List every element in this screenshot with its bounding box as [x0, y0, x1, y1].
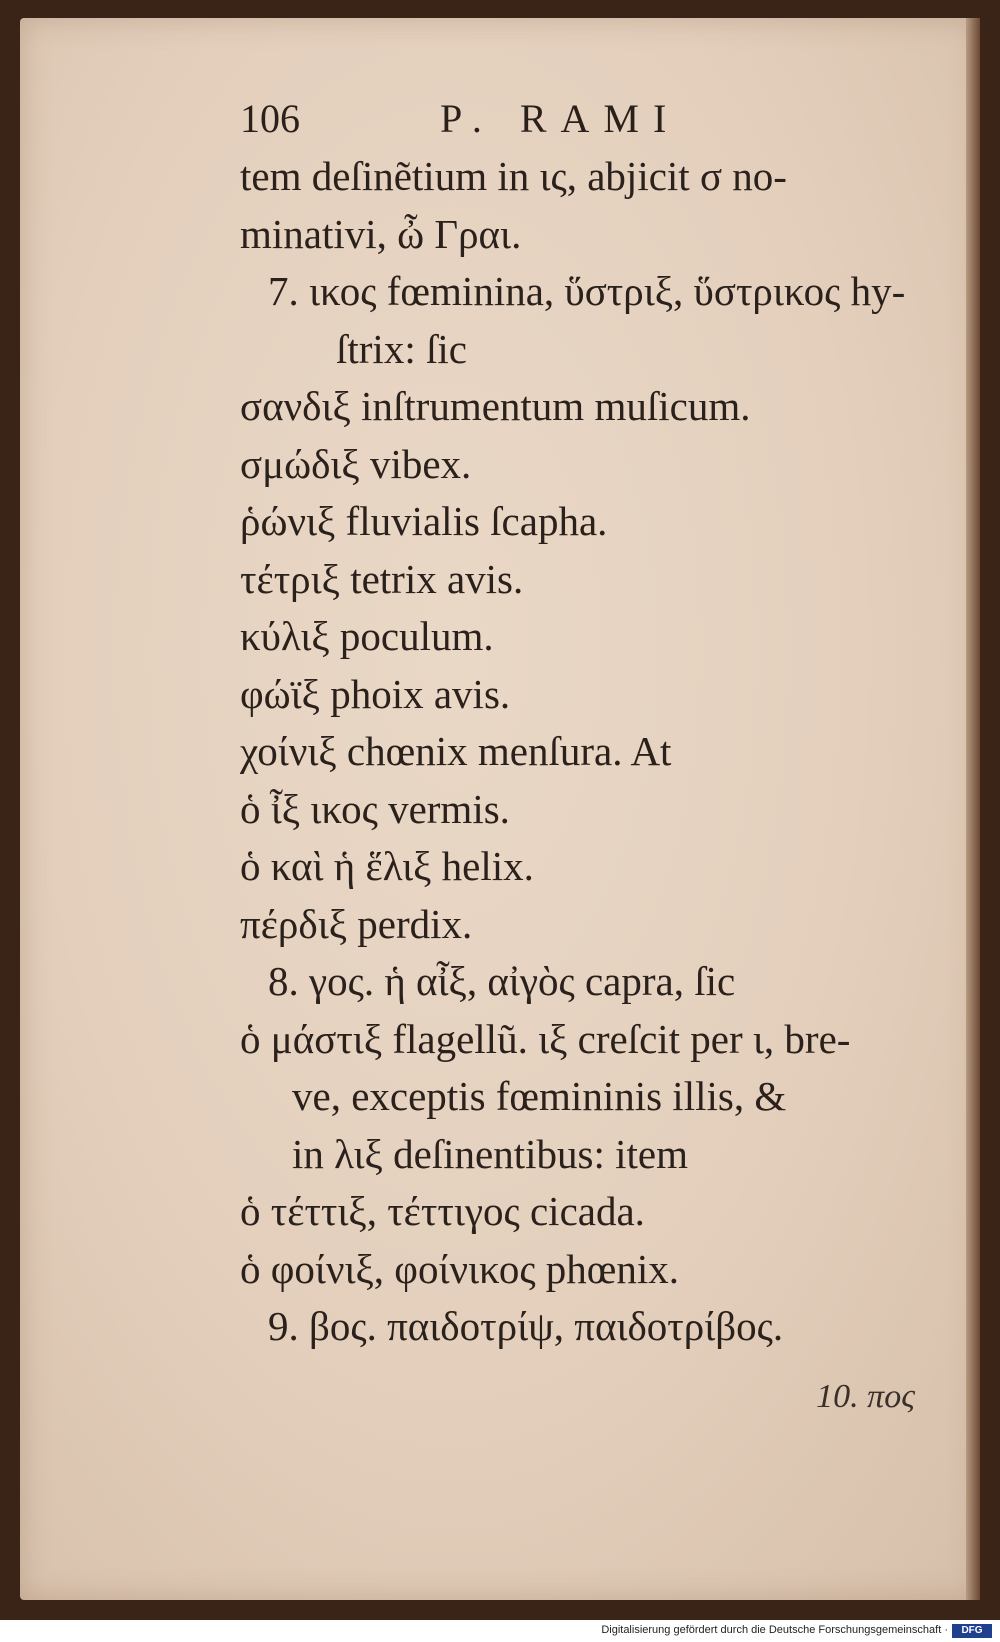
text-line: ſtrix: ſic	[336, 325, 467, 372]
text-line: ὁ ἶξ ικος vermis.	[240, 785, 510, 832]
text-line: ὁ τέττιξ, τέττιγος cicada.	[240, 1188, 645, 1234]
text-line: πέρδιξ perdix.	[240, 900, 473, 947]
catchword: 10. πος	[816, 1378, 915, 1415]
text-line: ὁ μάστιξ flagellũ. ιξ creſcit per ι, bre-	[240, 1015, 851, 1062]
text-line: σανδιξ inſtrumentum muſicum.	[240, 383, 751, 429]
page-edge	[966, 18, 980, 1600]
text-line: τέτριξ tetrix avis.	[240, 555, 524, 602]
text-line: φώϊξ phoix avis.	[240, 670, 511, 717]
dfg-logo: DFG	[952, 1624, 992, 1638]
text-line: ὁ φοίνιξ, φοίνικος phœnix.	[240, 1245, 680, 1292]
footer-bar	[0, 1620, 1000, 1642]
text-line: in λιξ deſinentibus: item	[292, 1130, 689, 1177]
text-line: σμώδιξ vibex.	[240, 440, 472, 487]
text-line: minativi, ὦ Γραι.	[240, 210, 522, 257]
text-line: κύλιξ poculum.	[240, 613, 494, 659]
running-header	[240, 95, 880, 145]
text-block	[240, 148, 906, 1356]
text-line: 8. γος. ἡ αἶξ, αἰγὸς capra, ſic	[268, 958, 736, 1004]
text-line: 9. βος. παιδοτρίψ, παιδοτρίβος.	[268, 1303, 784, 1349]
text-line: ve, exceptis fœmininis illis, &	[292, 1073, 787, 1119]
page-number: 106	[240, 96, 300, 141]
text-line: χοίνιξ chœnix menſura. At	[240, 728, 672, 774]
text-line: ῥώνιξ fluvialis ſcapha.	[240, 498, 608, 544]
running-title: P. RAMI	[440, 96, 681, 141]
text-line: ὁ καὶ ἡ ἕλιξ helix.	[240, 843, 534, 889]
text-line: tem deſinẽtium in ις, abjicit σ no-	[240, 153, 787, 199]
text-line: 7. ικος fœminina, ὕστριξ, ὕστρικος hy-	[268, 268, 906, 314]
footer-credit: Digitalisierung gefördert durch die Deutsche Forschungsgemeinschaft ·	[601, 1624, 948, 1636]
